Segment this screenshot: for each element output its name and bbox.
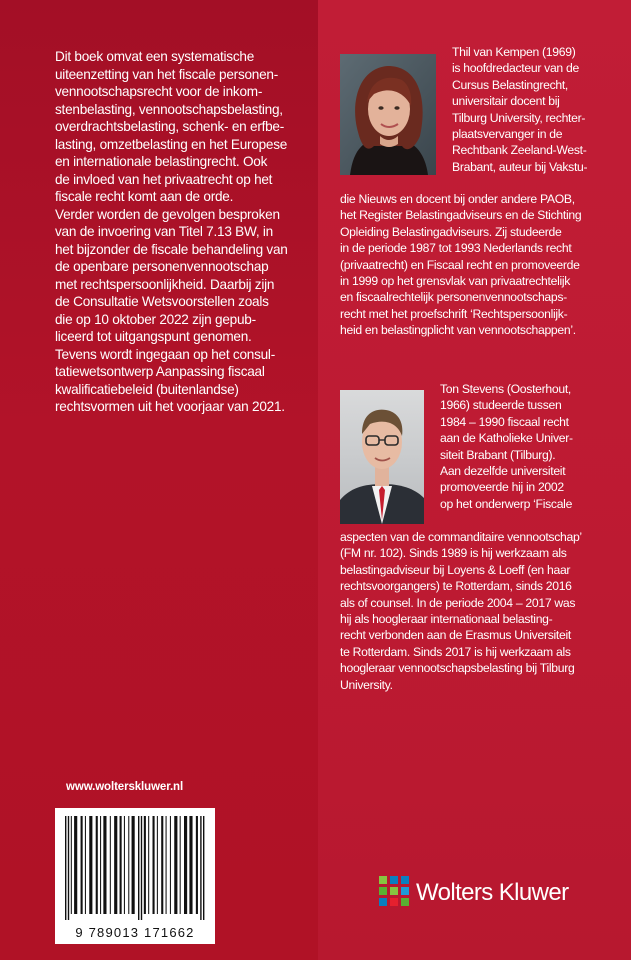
bio-line: Rechtbank Zeeland-West-	[452, 143, 587, 158]
bio-line: plaatsvervanger in de	[452, 127, 563, 142]
barcode-bar	[132, 816, 135, 914]
description-line: met rechtspersoonlijkheid. Daarbij zijn	[55, 276, 275, 292]
barcode-bar	[200, 816, 201, 920]
author-photo-ton-stevens	[340, 390, 424, 524]
bio-line: promoveerde hij in 2002	[440, 480, 564, 495]
bio-line: Tilburg University, rechter-	[452, 110, 586, 125]
description-line: fiscale recht komt aan de orde.	[55, 189, 234, 204]
barcode-bar	[103, 816, 106, 914]
bio-line: universitair docent bij	[452, 94, 560, 109]
bio-line: recht verbonden aan de Erasmus Universiteit	[340, 628, 571, 643]
barcode-bar	[89, 816, 92, 914]
barcode-bar	[153, 816, 155, 914]
bio-line: Ton Stevens (Oosterhout,	[440, 382, 571, 396]
barcode-bar	[114, 816, 117, 914]
barcode-bar	[141, 816, 142, 920]
bio-line: recht met het proefschrift ‘Rechtspersoonlijk-	[340, 306, 568, 321]
barcode-bar	[71, 816, 72, 914]
barcode-bar	[157, 816, 158, 914]
bio-line: die Nieuws en docent bij onder andere PAOB,	[340, 192, 575, 206]
author1-bio-intro	[452, 44, 624, 175]
description-line: Tevens wordt ingegaan op het consul-	[55, 346, 275, 362]
bio-line: is hoofdredacteur van de	[452, 61, 579, 76]
description-line: de openbare personenvennootschap	[55, 259, 269, 274]
description-line: lasting, omzetbelasting en het Europese	[55, 136, 288, 152]
bio-line: 1984 – 1990 fiscaal recht	[440, 414, 569, 429]
barcode-bar	[65, 816, 66, 920]
barcode-bar	[120, 816, 122, 914]
bio-line: op het onderwerp ‘Fiscale	[440, 496, 573, 511]
bio-line: hoogleraar vennootschapsbelasting bij Tilburg	[340, 661, 575, 676]
barcode-bar	[203, 816, 204, 920]
description-line: Verder worden de gevolgen besproken	[55, 206, 280, 222]
description-line: uiteenzetting van het fiscale personen-	[55, 66, 279, 82]
bio-line: siteit Brabant (Tilburg).	[440, 447, 556, 462]
author2-bio-continued	[340, 529, 625, 693]
description-line: kwalificatiebeleid (buitenlandse)	[55, 381, 239, 397]
wolters-kluwer-logo-mark-icon	[378, 875, 410, 912]
bio-line: hij als hoogleraar internationaal belasting-	[340, 612, 553, 627]
bio-line: (privaatrecht) en Fiscaal recht en promoveerde	[340, 257, 580, 272]
barcode-bar	[170, 816, 171, 914]
description-line: de invloed van het privaatrecht op het	[55, 171, 273, 187]
barcode-bar	[124, 816, 125, 914]
description-line: tatiewetsontwerp Aanpassing fiscaal	[55, 364, 265, 379]
bio-line: het Register Belastingadviseurs en de Stichting	[340, 208, 582, 223]
publisher-logo	[378, 873, 618, 917]
bio-line: Brabant, auteur bij Vakstu-	[452, 159, 588, 174]
bio-line: University.	[340, 677, 393, 692]
barcode-bar	[138, 816, 139, 920]
barcode-bar	[81, 816, 83, 914]
barcode-bar	[68, 816, 69, 920]
bio-line: aan de Katholieke Univer-	[440, 431, 573, 446]
description-line: overdrachtsbelasting, schenk- en erfbe-	[55, 119, 285, 134]
barcode-bar	[96, 816, 98, 914]
author2-bio-intro	[440, 381, 624, 512]
barcode-bar	[85, 816, 86, 914]
bio-line: te Rotterdam. Sinds 2017 is hij werkzaam als	[340, 644, 571, 659]
description-line: Dit boek omvat een systematische	[55, 49, 255, 64]
description-line: het bijzonder de fiscale behandeling van	[55, 241, 288, 257]
book-description	[55, 48, 301, 416]
bio-line: als of counsel. In de periode 2004 – 2017 was	[340, 595, 576, 610]
bio-line: 1966) studeerde tussen	[440, 398, 562, 413]
barcode-bar	[100, 816, 101, 914]
bio-line: heid en belastingplicht van vennootschappen’.	[340, 323, 576, 338]
bio-line: en fiscaalrechtelijk personenvennootschaps-	[340, 290, 567, 305]
description-line: liceerd tot uitgangspunt genomen.	[55, 329, 252, 344]
bio-line: Opleiding Belastingadviseurs. Zij studeerde	[340, 224, 562, 239]
description-line: rechtsvormen uit het voorjaar van 2021.	[55, 399, 285, 414]
bio-line: in 1999 op het grensvlak van privaatrechtelijk	[340, 274, 571, 289]
barcode-bar	[189, 816, 192, 914]
description-line: van de invoering van Titel 7.13 BW, in	[55, 224, 273, 239]
bio-line: Aan dezelfde universiteit	[440, 464, 566, 479]
barcode-bar	[144, 816, 146, 914]
barcode-bar	[174, 816, 177, 914]
description-line: vennootschapsrecht voor de inkom-	[55, 84, 263, 99]
barcode-bar	[184, 816, 187, 914]
isbn-number: 9 789013 171662	[75, 925, 195, 940]
publisher-website: www.wolterskluwer.nl	[66, 781, 184, 793]
barcode-bars	[63, 816, 207, 922]
bio-line: aspecten van de commanditaire vennootschap’	[340, 530, 582, 544]
author-photo-thil-van-kempen	[340, 54, 436, 175]
barcode-bar	[110, 816, 111, 914]
description-line: de Consultatie Wetsvoorstellen zoals	[55, 294, 269, 309]
barcode-bar	[180, 816, 181, 914]
bio-line: Cursus Belastingrecht,	[452, 77, 569, 92]
barcode-bar	[128, 816, 129, 914]
publisher-name: Wolters Kluwer	[416, 879, 569, 906]
barcode-bar	[161, 816, 163, 914]
description-line: stenbelasting, vennootschapsbelasting,	[55, 101, 283, 117]
barcode-bar	[166, 816, 167, 914]
barcode-bar	[74, 816, 77, 914]
author1-bio-continued	[340, 191, 625, 339]
barcode-bar	[196, 816, 198, 914]
barcode-bar	[148, 816, 149, 914]
description-line: die op 10 oktober 2022 zijn gepub-	[55, 311, 256, 327]
bio-line: belastingadviseur bij Loyens & Loeff (en haar	[340, 562, 571, 577]
description-line: en internationale belastingrecht. Ook	[55, 154, 268, 169]
bio-line: in de periode 1987 tot 1993 Nederlands recht	[340, 241, 572, 256]
bio-line: rechtsvoorgangers) te Rotterdam, sinds 2016	[340, 579, 572, 594]
bio-line: Thil van Kempen (1969)	[452, 45, 576, 59]
bio-line: (FM nr. 102). Sinds 1989 is hij werkzaam als	[340, 546, 567, 561]
isbn-barcode	[55, 808, 215, 944]
